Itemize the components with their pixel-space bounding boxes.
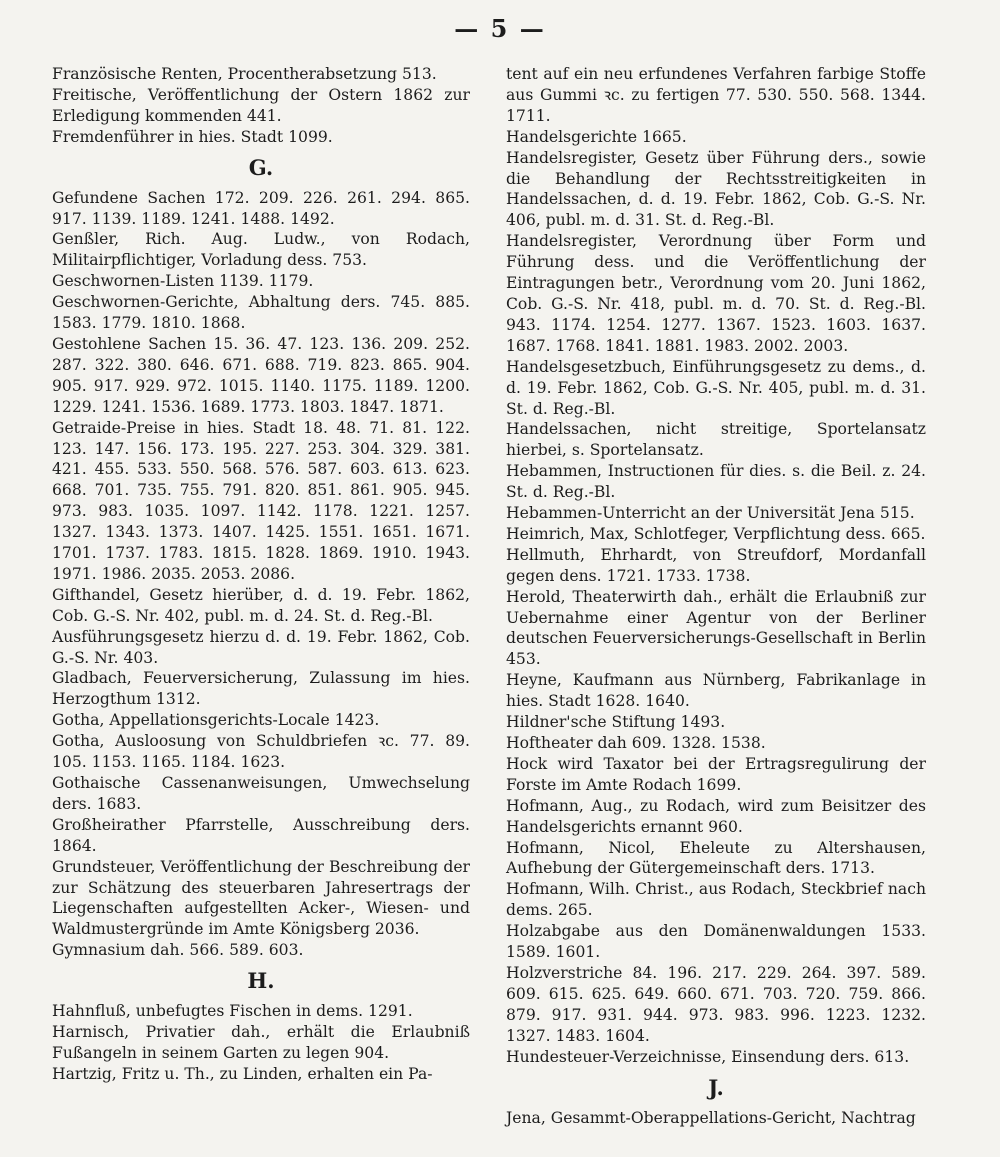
index-entry: Freitische, Veröffentlichung der Ostern 1862 zur Erledigung kommenden 441. xyxy=(52,85,470,125)
index-entry: Holzabgabe aus den Domänenwaldungen 1533. 1589. 1601. xyxy=(506,922,926,962)
index-entry: Hildner'sche Stiftung 1493. xyxy=(506,713,726,732)
section-letter: H. xyxy=(247,968,275,994)
index-entry: Heimrich, Max, Schlotfeger, Verpflichtung dess. 665. xyxy=(506,524,926,543)
index-entry: Hundesteuer-Verzeichnisse, Einsendung ders. 613. xyxy=(506,1047,910,1066)
index-entry: Handelssachen, nicht streitige, Sportelansatz hierbei, s. Sportelansatz. xyxy=(506,420,926,460)
index-entry: Harnisch, Privatier dah., erhält die Erlaubniß Fußangeln in seinem Garten zu legen 904. xyxy=(52,1023,470,1062)
index-entry: Ausführungsgesetz hierzu d. d. 19. Febr. 1862, Cob. G.-S. Nr. 403. xyxy=(52,627,470,667)
index-entry: Hofmann, Wilh. Christ., aus Rodach, Steckbrief nach dems. 265. xyxy=(506,880,926,920)
right-column xyxy=(506,64,926,1128)
index-entry: Fremdenführer in hies. Stadt 1099. xyxy=(52,127,333,146)
index-entry: Hartzig, Fritz u. Th., zu Linden, erhalten ein Pa- xyxy=(52,1064,433,1083)
index-entry: Getraide-Preise in hies. Stadt 18. 48. 71. 81. 122. 123. 147. 156. 173. 195. 227. 253. 304. 329. 381. 421. 455. 533. 550. 568. 576. 587. 603. 613. 623. 668. 701. 735. 755. 791. 820. 851. 861. 905. 945. 973. 983. 1035. 1097. 1142. 1178. 1221. 1257. 1327. 1343. 1373. 1407. 1425. 1551. 1651. 1671. 1701. 1737. 1783. 1815. 1828. 1869. 1910. 1943. 1971. 1986. 2035. 2053. 2086. xyxy=(52,418,470,583)
index-entry: Grundsteuer, Veröffentlichung der Beschreibung der zur Schätzung des steuerbaren Jahresertrags der Liegenschaften aufgestellten Acker-, Wiesen- und Waldmustergründe im Amte Königsberg 2036. xyxy=(52,857,470,939)
index-entry: Gestohlene Sachen 15. 36. 47. 123. 136. 209. 252. 287. 322. 380. 646. 671. 688. 719. 823. 865. 904. 905. 917. 929. 972. 1015. 1140. 1175. 1189. 1200. 1229. 1241. 1536. 1689. 1773. 1803. 1847. 1871. xyxy=(52,334,470,416)
index-entry: Gefundene Sachen 172. 209. 226. 261. 294. 865. 917. 1139. 1189. 1241. 1488. 1492. xyxy=(52,188,470,228)
index-entry: Hock wird Taxator bei der Ertragsregulirung der Forste im Amte Rodach 1699. xyxy=(506,754,926,794)
index-entry: Holzverstriche 84. 196. 217. 229. 264. 397. 589. 609. 615. 625. 649. 660. 671. 703. 720. 759. 866. 879. 917. 931. 944. 973. 983. 996. 1223. 1232. 1327. 1483. 1604. xyxy=(506,963,926,1045)
index-entry: Hebammen-Unterricht an der Universität Jena 515. xyxy=(506,504,915,523)
index-entry: Hoftheater dah 609. 1328. 1538. xyxy=(506,734,766,752)
index-entry: tent auf ein neu erfundenes Verfahren farbige Stoffe aus Gummi ꝛc. zu fertigen 77. 530. 550. 568. 1344. 1711. xyxy=(506,65,926,125)
section-letter: J. xyxy=(708,1074,724,1100)
index-entry: Gotha, Appellationsgerichts-Locale 1423. xyxy=(52,711,380,730)
index-entry: Genßler, Rich. Aug. Ludw., von Rodach, Militairpflichtiger, Vorladung dess. 753. xyxy=(52,230,470,270)
index-entry: Jena, Gesammt-Oberappellations-Gericht, Nachtrag xyxy=(506,1108,916,1127)
index-entry: Herold, Theaterwirth dah., erhält die Erlaubniß zur Uebernahme einer Agentur von der Berliner deutschen Feuerversicherungs-Gesellschaft in Berlin 453. xyxy=(506,587,926,669)
index-entry: Handelsgerichte 1665. xyxy=(506,127,687,146)
index-entry: Geschwornen-Gerichte, Abhaltung ders. 745. 885. 1583. 1779. 1810. 1868. xyxy=(52,293,470,333)
index-entry: Gothaische Cassenanweisungen, Umwechselung ders. 1683. xyxy=(52,774,470,813)
index-entry: Geschwornen-Listen 1139. 1179. xyxy=(52,272,314,291)
section-letter: G. xyxy=(248,154,274,180)
index-entry: Handelsregister, Gesetz über Führung ders., sowie die Behandlung der Rechtsstreitigkeiten in Handelssachen, d. d. 19. Febr. 1862, Cob. G.-S. Nr. 406, publ. m. d. 31. St. d. Reg.-Bl. xyxy=(506,148,926,230)
index-entry: Großheirather Pfarrstelle, Ausschreibung ders. 1864. xyxy=(52,815,470,855)
index-entry: Französische Renten, Procentherabsetzung 513. xyxy=(52,65,437,83)
index-entry: Heyne, Kaufmann aus Nürnberg, Fabrikanlage in hies. Stadt 1628. 1640. xyxy=(506,671,926,711)
index-entry: Handelsgesetzbuch, Einführungsgesetz zu dems., d. d. 19. Febr. 1862, Cob. G.-S. Nr. 405, publ. m. d. 31. St. d. Reg.-Bl. xyxy=(506,357,926,418)
index-entry: Gymnasium dah. 566. 589. 603. xyxy=(52,941,304,960)
left-column xyxy=(52,64,470,1085)
index-entry: Hellmuth, Ehrhardt, von Streufdorf, Mordanfall gegen dens. 1721. 1733. 1738. xyxy=(506,545,926,585)
page-number: — 5 — xyxy=(454,14,546,43)
index-entry: Gifthandel, Gesetz hierüber, d. d. 19. Febr. 1862, Cob. G.-S. Nr. 402, publ. m. d. 24. St. d. Reg.-Bl. xyxy=(52,585,470,625)
index-entry: Gladbach, Feuerversicherung, Zulassung im hies. Herzogthum 1312. xyxy=(52,669,470,709)
index-entry: Hahnfluß, unbefugtes Fischen in dems. 1291. xyxy=(52,1002,413,1021)
index-entry: Hofmann, Nicol, Eheleute zu Altershausen, Aufhebung der Gütergemeinschaft ders. 1713. xyxy=(506,838,926,878)
index-entry: Hebammen, Instructionen für dies. s. die Beil. z. 24. St. d. Reg.-Bl. xyxy=(506,462,926,502)
index-entry: Gotha, Ausloosung von Schuldbriefen ꝛc. 77. 89. 105. 1153. 1165. 1184. 1623. xyxy=(52,732,470,772)
index-entry: Hofmann, Aug., zu Rodach, wird zum Beisitzer des Handelsgerichts ernannt 960. xyxy=(506,796,926,836)
index-entry: Handelsregister, Verordnung über Form und Führung dess. und die Veröffentlichung der Eintragungen betr., Verordnung vom 20. Juni 1862, Cob. G.-S. Nr. 418, publ. m. d. 70. St. d. Reg.-Bl. 943. 1174. 1254. 1277. 1367. 1523. 1603. 1637. 1687. 1768. 1841. 1881. 1983. 2002. 2003. xyxy=(506,232,926,355)
